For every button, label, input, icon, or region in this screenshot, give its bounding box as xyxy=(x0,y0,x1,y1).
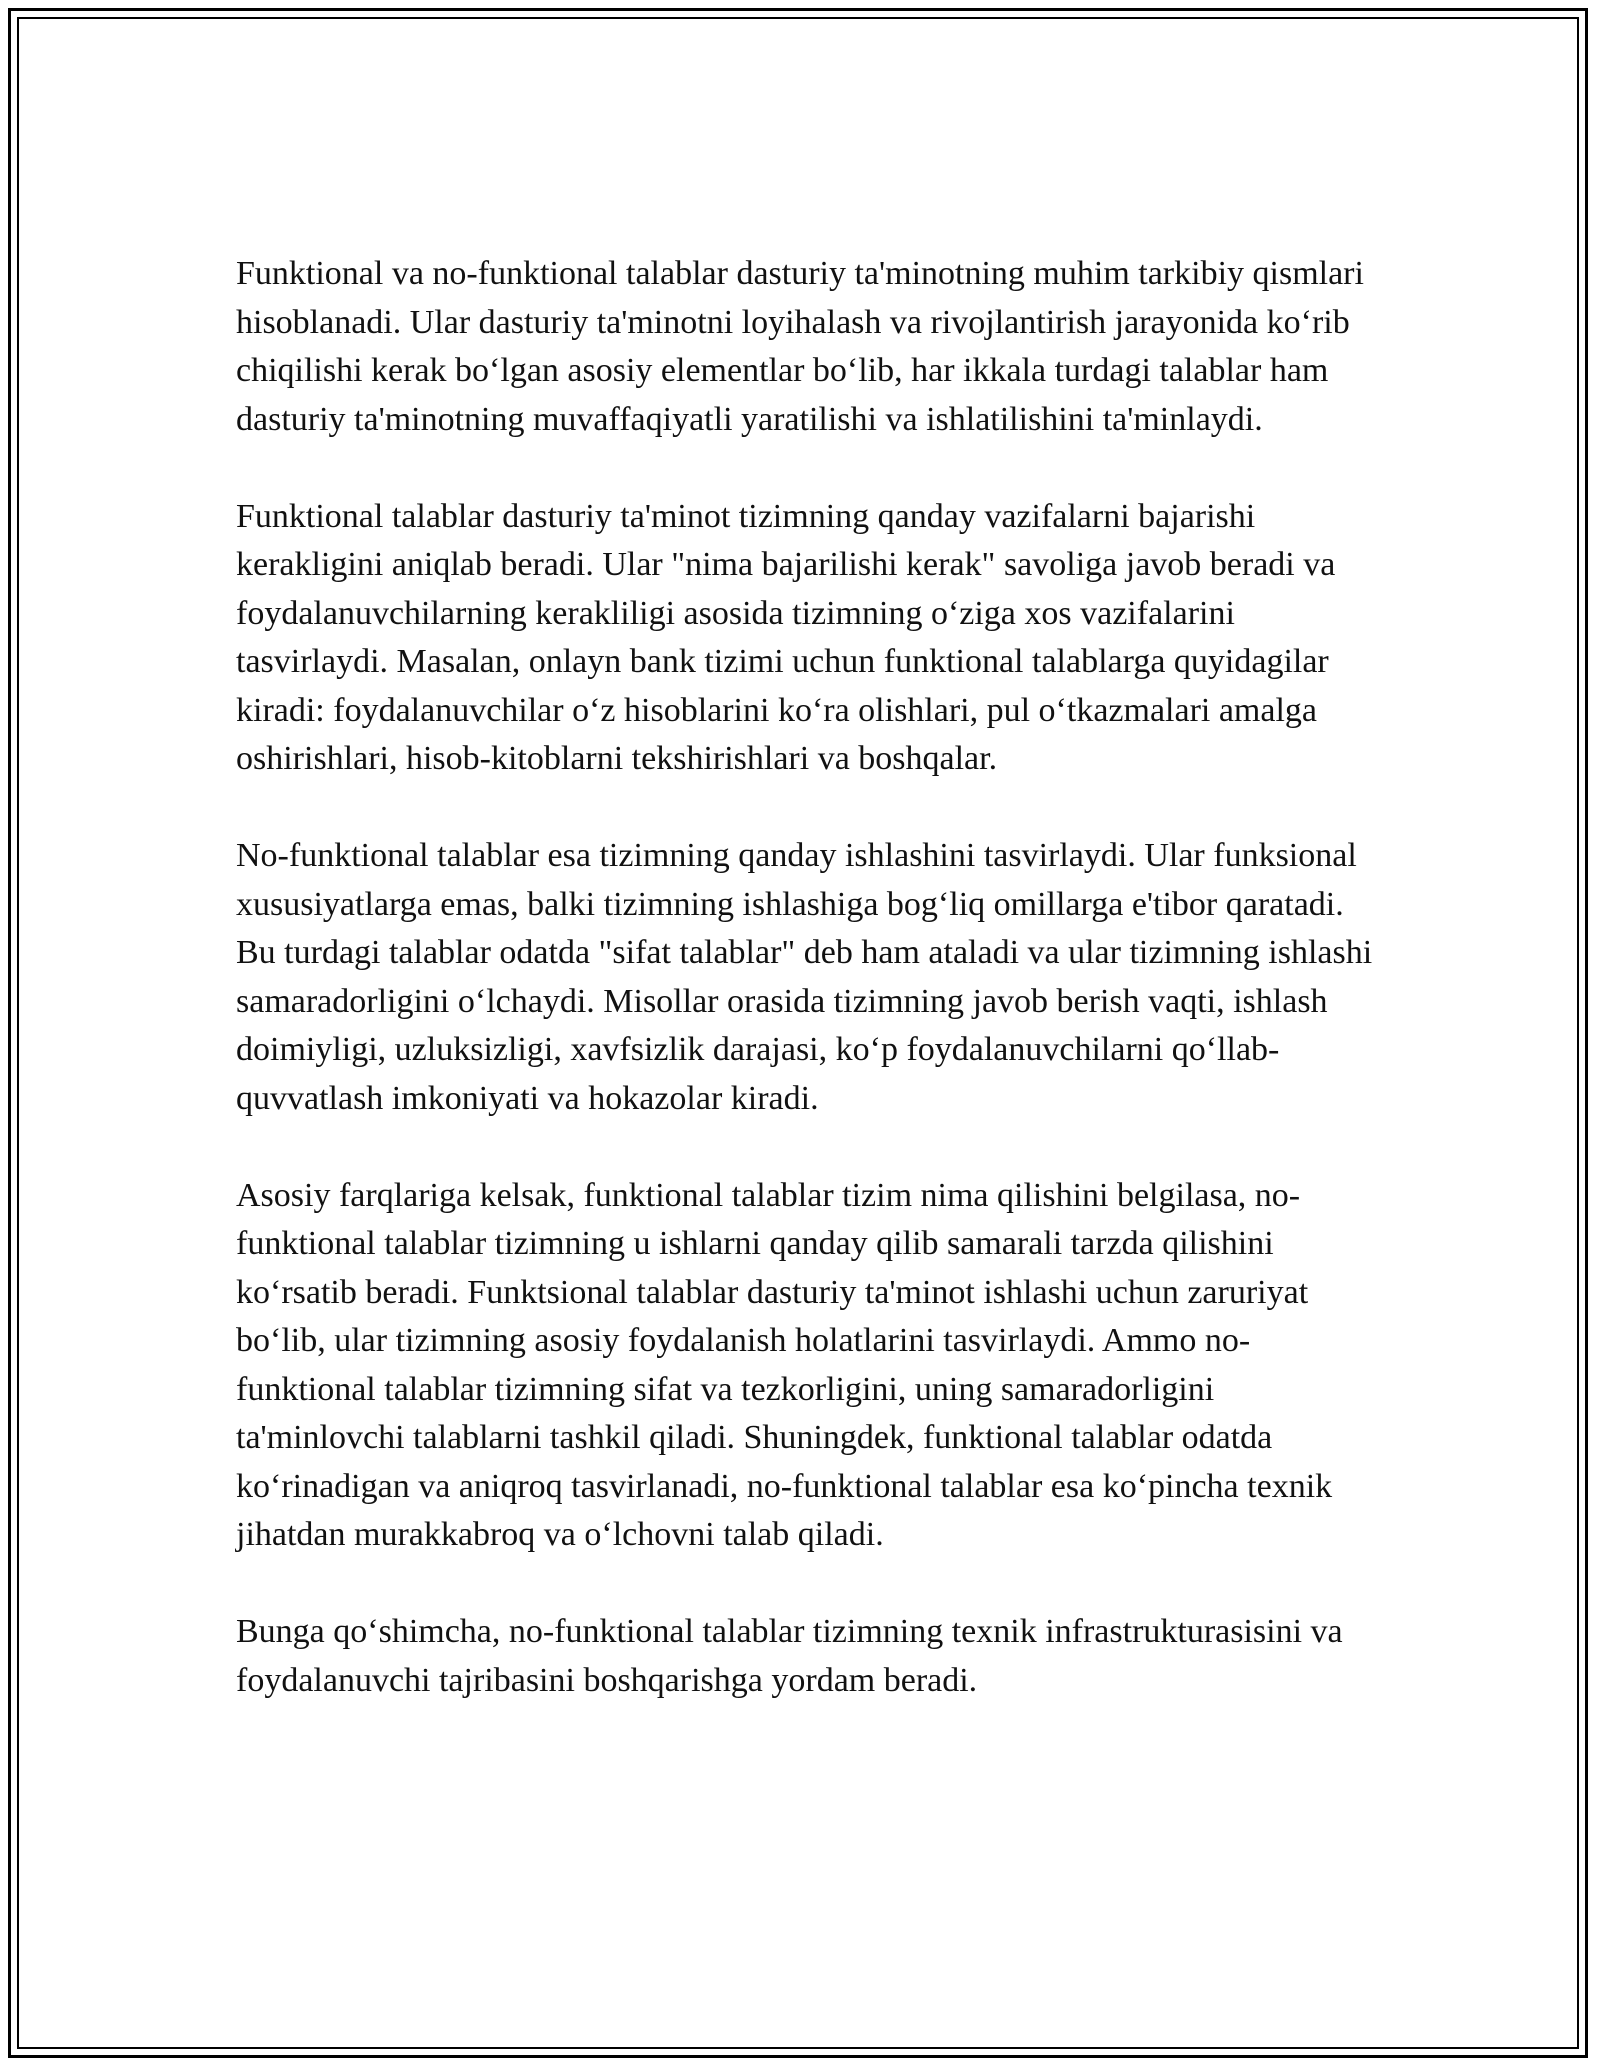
paragraph-5: Bunga qo‘shimcha, no-funktional talablar tizimning texnik infrastrukturasisini va foydalanuvchi tajribasini boshqarishga yordam beradi. xyxy=(236,1613,1343,1699)
paragraph-2: Funktional talablar dasturiy ta'minot tizimning qanday vazifalarni bajarishi kerakligini aniqlab beradi. Ular "nima bajarilishi kerak" savoliga javob beradi va foydalanuvchilarning kerakliligi asosida tizimning o‘ziga xos vazifalarini tasvirlaydi. Masalan, onlayn bank tizimi uchun funktional talablarga quyidagilar kiradi: foydalanuvchilar o‘z hisoblarini ko‘ra olishlari, pul o‘tkazmalari amalga oshirishlari, hisob-kitoblarni tekshirishlari va boshqalar. xyxy=(236,497,1336,777)
paragraph-1: Funktional va no-funktional talablar dasturiy ta'minotning muhim tarkibiy qismlari hisoblanadi. Ular dasturiy ta'minotni loyihalash va rivojlantirish jarayonida ko‘rib chiqilishi kerak bo‘lgan asosiy elementlar bo‘lib, har ikkala turdagi talablar ham dasturiy ta'minotning muvaffaqiyatli yaratilishi va ishlatilishini ta'minlaydi. xyxy=(236,255,1364,438)
paragraph-3: No-funktional talablar esa tizimning qanday ishlashini tasvirlaydi. Ular funksional xususiyatlarga emas, balki tizimning ishlashiga bog‘liq omillarga e'tibor qaratadi. Bu turdagi talablar odatda "sifat talablar" deb ham ataladi va ular tizimning ishlashi samaradorligini o‘lchaydi. Misollar orasida tizimning javob berish vaqti, ishlash doimiyligi, uzluksizligi, xavfsizlik darajasi, ko‘p foydalanuvchilarni qo‘llab-quvvatlash imkoniyati va hokazolar kiradi. xyxy=(236,837,1373,1117)
document-body xyxy=(236,250,1376,1705)
paragraph-4: Asosiy farqlariga kelsak, funktional talablar tizim nima qilishini belgilasa, no-funktional talablar tizimning u ishlarni qanday qilib samarali tarzda qilishini ko‘rsatib beradi. Funktsional talablar dasturiy ta'minot ishlashi uchun zaruriyat bo‘lib, ular tizimning asosiy foydalanish holatlarini tasvirlaydi. Ammo no-funktional talablar tizimning sifat va tezkorligini, uning samaradorligini ta'minlovchi talablarni tashkil qiladi. Shuningdek, funktional talablar odatda ko‘rinadigan va aniqroq tasvirlanadi, no-funktional talablar esa ko‘pincha texnik jihatdan murakkabroq va o‘lchovni talab qiladi. xyxy=(236,1176,1333,1553)
